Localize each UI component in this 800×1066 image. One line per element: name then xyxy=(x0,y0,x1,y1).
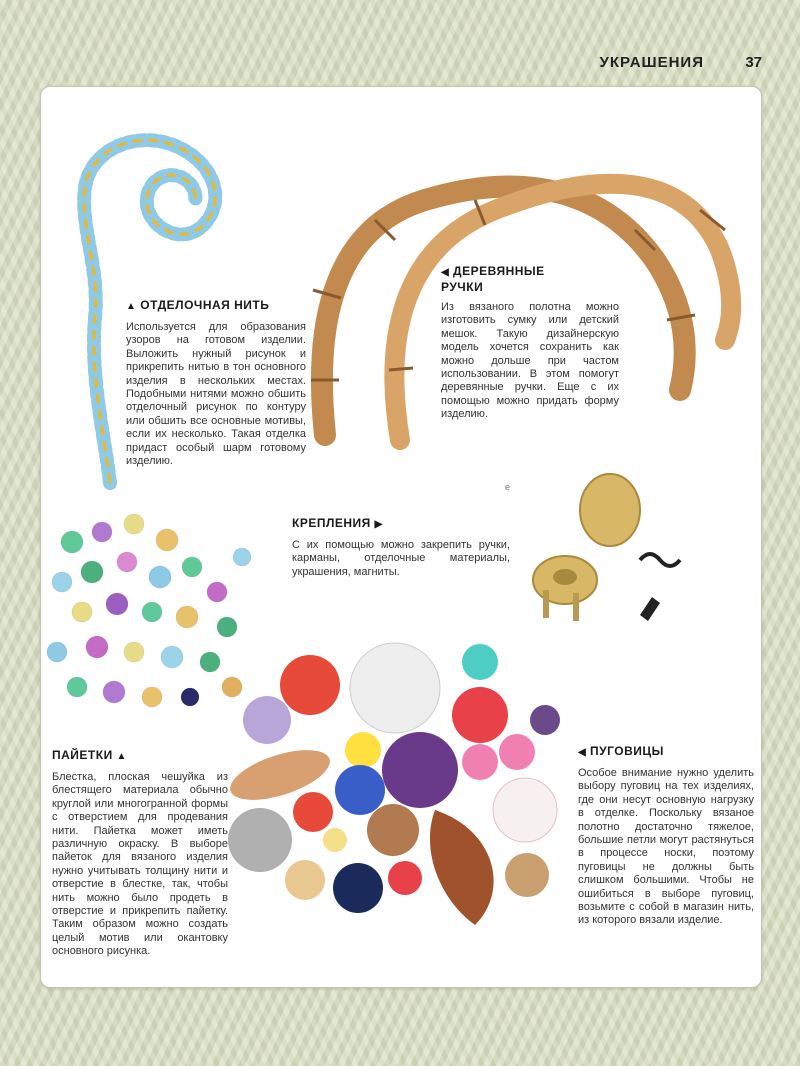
wooden-handles-title-line1: ДЕРЕВЯННЫЕ xyxy=(453,264,545,278)
sequins-title xyxy=(52,748,228,764)
up-arrow-icon: ▲ xyxy=(116,751,127,762)
sequins-illustration xyxy=(42,512,252,722)
buttons-block xyxy=(578,744,754,928)
buttons-illustration xyxy=(225,640,570,935)
buttons-text: Особое внимание нужно уделить выбору пуговиц на тех изделиях, где они несут основную нагрузку в отделке. Поскольку вязаное полотно достаточно тяжелое, большие петли могут растянуться в процессе носки, поэтому пуговицы не должны быть слишком большими. Чтобы не ошибиться в выборе пуговиц, возьмите с собой в магазин нить, из которого вязали изделие. xyxy=(578,767,754,927)
trim-thread-title xyxy=(126,298,306,314)
sequins-block xyxy=(52,748,228,959)
sequins-text: Блестка, плоская чешуйка из блестящего материала обычно круглой или многогранной формы с отверстием для продевания нити. Пайетка может иметь различную окраску. В выборе пайеток для вязаного изделия нужно учитывать толщину нити и отверстие в блестке, так, чтобы нить можно было продеть в отверстие и прикрепить пайетку. Таким образом можно создать целый мотив или окантовку основного рисунка. xyxy=(52,771,228,958)
fasteners-text: С их помощью можно закрепить ручки, карманы, отделочные материалы, украшения, магниты. xyxy=(292,539,510,578)
trim-thread-title-text: ОТДЕЛОЧНАЯ НИТЬ xyxy=(140,298,270,312)
fasteners-illustration xyxy=(525,465,685,650)
buttons-title xyxy=(578,744,754,760)
left-arrow-icon: ◀ xyxy=(441,267,450,278)
sequins-title-text: ПАЙЕТКИ xyxy=(52,748,113,762)
wooden-handles-title xyxy=(441,264,619,294)
fasteners-block xyxy=(292,516,510,579)
section-title: УКРАШЕНИЯ xyxy=(599,54,704,71)
wooden-handles-text: Из вязаного полотна можно изготовить сумку или детский мешок. Такую дизайнерскую модель хочется сохранить как можно дольше при частом использовании. В этом помогут деревянные ручки. Еще с их помощью можно придать форму изделию. xyxy=(441,301,619,421)
wooden-handles-block xyxy=(441,264,619,422)
page-number: 37 xyxy=(745,54,762,71)
right-arrow-icon: ▶ xyxy=(374,519,383,530)
left-arrow-icon: ◀ xyxy=(578,747,587,758)
stray-mark: e xyxy=(505,482,511,492)
fasteners-title xyxy=(292,516,510,532)
trim-thread-block xyxy=(126,298,306,468)
buttons-title-text: ПУГОВИЦЫ xyxy=(590,744,664,758)
wooden-handles-title-line2: РУЧКИ xyxy=(441,280,484,294)
page-header xyxy=(0,52,800,76)
fasteners-title-text: КРЕПЛЕНИЯ xyxy=(292,516,371,530)
up-arrow-icon: ▲ xyxy=(126,301,137,312)
trim-thread-text: Используется для образования узоров на готовом изделии. Выложить нужный рисунок и прикрепить нитью в тон основного изделия в нескольких местах. Подобными нитями можно обшить отделочный рисунок по контуру или обшить все основные мотивы, если их несколько. Такая отделка придаст особый шарм готовому изделию. xyxy=(126,321,306,468)
